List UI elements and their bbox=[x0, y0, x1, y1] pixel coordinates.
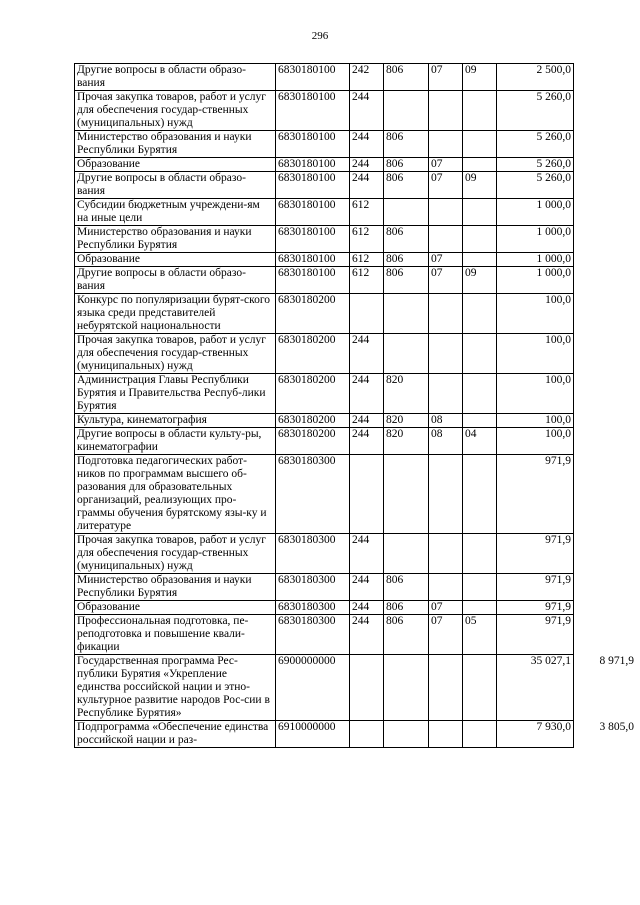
row-ministry-code: 806 bbox=[384, 226, 429, 253]
row-ministry-code bbox=[384, 721, 429, 748]
table-row bbox=[75, 91, 635, 131]
row-ministry-code bbox=[384, 294, 429, 334]
table-row bbox=[75, 574, 635, 601]
row-amount-extra bbox=[574, 172, 635, 199]
row-ministry-code bbox=[384, 91, 429, 131]
row-amount: 100,0 bbox=[497, 428, 574, 455]
row-amount: 1 000,0 bbox=[497, 226, 574, 253]
row-amount: 35 027,1 bbox=[497, 655, 574, 721]
row-section: 08 bbox=[429, 428, 463, 455]
row-section: 07 bbox=[429, 158, 463, 172]
row-amount: 971,9 bbox=[497, 574, 574, 601]
row-amount-extra bbox=[574, 374, 635, 414]
row-code: 6830180300 bbox=[276, 455, 350, 534]
page-number: 296 bbox=[311, 30, 329, 42]
row-code: 6830180200 bbox=[276, 294, 350, 334]
row-code: 6830180100 bbox=[276, 226, 350, 253]
table-row bbox=[75, 615, 635, 655]
row-name: Подпрограмма «Обеспечение единства российской нации и раз- bbox=[75, 721, 276, 748]
row-code: 6830180100 bbox=[276, 199, 350, 226]
row-code: 6830180100 bbox=[276, 64, 350, 91]
row-amount: 971,9 bbox=[497, 455, 574, 534]
row-subsection bbox=[463, 374, 497, 414]
row-section bbox=[429, 374, 463, 414]
row-section bbox=[429, 294, 463, 334]
table-row bbox=[75, 721, 635, 748]
row-section bbox=[429, 574, 463, 601]
budget-table-body bbox=[75, 64, 635, 748]
row-name: Культура, кинематография bbox=[75, 414, 276, 428]
row-section bbox=[429, 131, 463, 158]
table-row bbox=[75, 172, 635, 199]
row-amount: 971,9 bbox=[497, 615, 574, 655]
row-name: Государственная программа Рес-публики Бурятия «Укрепление единства российской нации и этно-культурное развитие народов Рос-сии в Республике Бурятия» bbox=[75, 655, 276, 721]
row-amount-extra bbox=[574, 294, 635, 334]
row-amount: 5 260,0 bbox=[497, 131, 574, 158]
row-code: 6830180200 bbox=[276, 414, 350, 428]
row-expense-type bbox=[350, 455, 384, 534]
row-ministry-code: 820 bbox=[384, 414, 429, 428]
row-section bbox=[429, 226, 463, 253]
row-subsection bbox=[463, 226, 497, 253]
table-row bbox=[75, 253, 635, 267]
row-subsection bbox=[463, 455, 497, 534]
table-row bbox=[75, 534, 635, 574]
row-name: Министерство образования и науки Республики Бурятия bbox=[75, 226, 276, 253]
row-subsection bbox=[463, 414, 497, 428]
row-amount-extra bbox=[574, 534, 635, 574]
row-amount-extra bbox=[574, 455, 635, 534]
row-section bbox=[429, 91, 463, 131]
row-ministry-code: 806 bbox=[384, 64, 429, 91]
row-subsection bbox=[463, 199, 497, 226]
row-code: 6830180300 bbox=[276, 615, 350, 655]
row-ministry-code bbox=[384, 199, 429, 226]
table-row bbox=[75, 294, 635, 334]
row-subsection bbox=[463, 158, 497, 172]
row-name: Министерство образования и науки Республики Бурятия bbox=[75, 574, 276, 601]
row-ministry-code: 806 bbox=[384, 615, 429, 655]
table-row bbox=[75, 226, 635, 253]
row-name: Субсидии бюджетным учреждени-ям на иные цели bbox=[75, 199, 276, 226]
row-ministry-code: 806 bbox=[384, 172, 429, 199]
row-subsection bbox=[463, 294, 497, 334]
row-name: Прочая закупка товаров, работ и услуг для обеспечения государ-ственных (муниципальных) нужд bbox=[75, 534, 276, 574]
row-ministry-code: 806 bbox=[384, 253, 429, 267]
row-expense-type: 244 bbox=[350, 131, 384, 158]
table-row bbox=[75, 655, 635, 721]
row-amount: 2 500,0 bbox=[497, 64, 574, 91]
row-subsection bbox=[463, 91, 497, 131]
row-subsection bbox=[463, 574, 497, 601]
row-name: Прочая закупка товаров, работ и услуг для обеспечения государ-ственных (муниципальных) нужд bbox=[75, 91, 276, 131]
row-amount-extra bbox=[574, 267, 635, 294]
row-amount-extra bbox=[574, 131, 635, 158]
row-ministry-code bbox=[384, 334, 429, 374]
row-ministry-code: 820 bbox=[384, 428, 429, 455]
row-code: 6830180200 bbox=[276, 428, 350, 455]
row-code: 6830180100 bbox=[276, 253, 350, 267]
row-subsection bbox=[463, 253, 497, 267]
row-amount-extra bbox=[574, 334, 635, 374]
row-amount-extra bbox=[574, 428, 635, 455]
row-name: Профессиональная подготовка, пе-реподготовка и повышение квали-фикации bbox=[75, 615, 276, 655]
row-section bbox=[429, 334, 463, 374]
row-code: 6830180100 bbox=[276, 91, 350, 131]
row-amount: 7 930,0 bbox=[497, 721, 574, 748]
row-amount-extra bbox=[574, 615, 635, 655]
table-row bbox=[75, 199, 635, 226]
row-section: 07 bbox=[429, 267, 463, 294]
row-code: 6830180300 bbox=[276, 601, 350, 615]
row-amount: 1 000,0 bbox=[497, 253, 574, 267]
row-name: Администрация Главы Республики Бурятия и Правительства Респуб-лики Бурятия bbox=[75, 374, 276, 414]
row-expense-type: 244 bbox=[350, 534, 384, 574]
row-expense-type: 244 bbox=[350, 334, 384, 374]
budget-table bbox=[74, 63, 634, 748]
row-name: Другие вопросы в области культу-ры, кинематографии bbox=[75, 428, 276, 455]
row-section bbox=[429, 721, 463, 748]
row-name: Другие вопросы в области образо-вания bbox=[75, 172, 276, 199]
row-amount-extra bbox=[574, 64, 635, 91]
row-section bbox=[429, 655, 463, 721]
row-expense-type bbox=[350, 294, 384, 334]
row-name: Другие вопросы в области образо-вания bbox=[75, 64, 276, 91]
row-amount: 100,0 bbox=[497, 334, 574, 374]
row-ministry-code: 806 bbox=[384, 574, 429, 601]
row-expense-type: 244 bbox=[350, 172, 384, 199]
table-row bbox=[75, 158, 635, 172]
row-amount-extra bbox=[574, 601, 635, 615]
row-name: Другие вопросы в области образо-вания bbox=[75, 267, 276, 294]
table-row bbox=[75, 455, 635, 534]
row-amount: 5 260,0 bbox=[497, 172, 574, 199]
row-amount-extra: 3 805,0 bbox=[574, 721, 635, 748]
row-section: 08 bbox=[429, 414, 463, 428]
row-ministry-code: 806 bbox=[384, 267, 429, 294]
table-row bbox=[75, 131, 635, 158]
row-subsection bbox=[463, 601, 497, 615]
row-name: Конкурс по популяризации бурят-ского языка среди представителей небурятской национальности bbox=[75, 294, 276, 334]
row-expense-type: 242 bbox=[350, 64, 384, 91]
row-amount: 100,0 bbox=[497, 294, 574, 334]
row-section bbox=[429, 455, 463, 534]
row-expense-type: 244 bbox=[350, 414, 384, 428]
row-section: 07 bbox=[429, 64, 463, 91]
row-subsection: 09 bbox=[463, 64, 497, 91]
row-ministry-code bbox=[384, 455, 429, 534]
table-row bbox=[75, 334, 635, 374]
row-expense-type: 612 bbox=[350, 267, 384, 294]
row-amount-extra: 8 971,9 bbox=[574, 655, 635, 721]
row-amount: 5 260,0 bbox=[497, 158, 574, 172]
row-amount-extra bbox=[574, 253, 635, 267]
row-expense-type: 612 bbox=[350, 253, 384, 267]
table-row bbox=[75, 601, 635, 615]
row-expense-type: 244 bbox=[350, 158, 384, 172]
row-section: 07 bbox=[429, 253, 463, 267]
row-subsection: 04 bbox=[463, 428, 497, 455]
row-subsection bbox=[463, 534, 497, 574]
row-name: Министерство образования и науки Республики Бурятия bbox=[75, 131, 276, 158]
row-amount: 5 260,0 bbox=[497, 91, 574, 131]
row-amount: 971,9 bbox=[497, 601, 574, 615]
row-name: Подготовка педагогических работ-ников по программам высшего об-разования для образовательных организаций, реализующих про-граммы обучения бурятскому язы-ку и литературе bbox=[75, 455, 276, 534]
row-expense-type: 244 bbox=[350, 615, 384, 655]
row-section: 07 bbox=[429, 601, 463, 615]
row-ministry-code bbox=[384, 655, 429, 721]
row-section: 07 bbox=[429, 615, 463, 655]
table-row bbox=[75, 374, 635, 414]
row-code: 6900000000 bbox=[276, 655, 350, 721]
row-subsection bbox=[463, 131, 497, 158]
row-ministry-code bbox=[384, 534, 429, 574]
row-code: 6910000000 bbox=[276, 721, 350, 748]
row-name: Образование bbox=[75, 158, 276, 172]
row-code: 6830180200 bbox=[276, 374, 350, 414]
row-amount: 971,9 bbox=[497, 534, 574, 574]
row-code: 6830180100 bbox=[276, 267, 350, 294]
row-expense-type: 244 bbox=[350, 374, 384, 414]
row-name: Образование bbox=[75, 253, 276, 267]
row-amount: 1 000,0 bbox=[497, 267, 574, 294]
row-ministry-code: 806 bbox=[384, 601, 429, 615]
table-row bbox=[75, 267, 635, 294]
row-section bbox=[429, 534, 463, 574]
row-code: 6830180100 bbox=[276, 158, 350, 172]
row-amount-extra bbox=[574, 226, 635, 253]
row-amount-extra bbox=[574, 574, 635, 601]
row-amount: 100,0 bbox=[497, 414, 574, 428]
row-name: Прочая закупка товаров, работ и услуг для обеспечения государ-ственных (муниципальных) нужд bbox=[75, 334, 276, 374]
row-subsection bbox=[463, 721, 497, 748]
row-expense-type: 612 bbox=[350, 226, 384, 253]
row-amount-extra bbox=[574, 91, 635, 131]
row-subsection: 09 bbox=[463, 172, 497, 199]
row-code: 6830180200 bbox=[276, 334, 350, 374]
row-expense-type: 244 bbox=[350, 601, 384, 615]
row-amount-extra bbox=[574, 158, 635, 172]
row-expense-type: 244 bbox=[350, 91, 384, 131]
table-row bbox=[75, 428, 635, 455]
table-row bbox=[75, 414, 635, 428]
row-ministry-code: 820 bbox=[384, 374, 429, 414]
row-code: 6830180100 bbox=[276, 131, 350, 158]
row-expense-type: 612 bbox=[350, 199, 384, 226]
row-amount-extra bbox=[574, 414, 635, 428]
row-subsection bbox=[463, 655, 497, 721]
row-expense-type: 244 bbox=[350, 428, 384, 455]
row-ministry-code: 806 bbox=[384, 131, 429, 158]
row-expense-type bbox=[350, 655, 384, 721]
table-row bbox=[75, 64, 635, 91]
row-ministry-code: 806 bbox=[384, 158, 429, 172]
row-code: 6830180300 bbox=[276, 534, 350, 574]
row-amount: 1 000,0 bbox=[497, 199, 574, 226]
row-section bbox=[429, 199, 463, 226]
row-expense-type bbox=[350, 721, 384, 748]
row-amount-extra bbox=[574, 199, 635, 226]
row-expense-type: 244 bbox=[350, 574, 384, 601]
row-name: Образование bbox=[75, 601, 276, 615]
row-subsection: 09 bbox=[463, 267, 497, 294]
row-subsection: 05 bbox=[463, 615, 497, 655]
row-section: 07 bbox=[429, 172, 463, 199]
row-subsection bbox=[463, 334, 497, 374]
row-code: 6830180100 bbox=[276, 172, 350, 199]
row-amount: 100,0 bbox=[497, 374, 574, 414]
row-code: 6830180300 bbox=[276, 574, 350, 601]
